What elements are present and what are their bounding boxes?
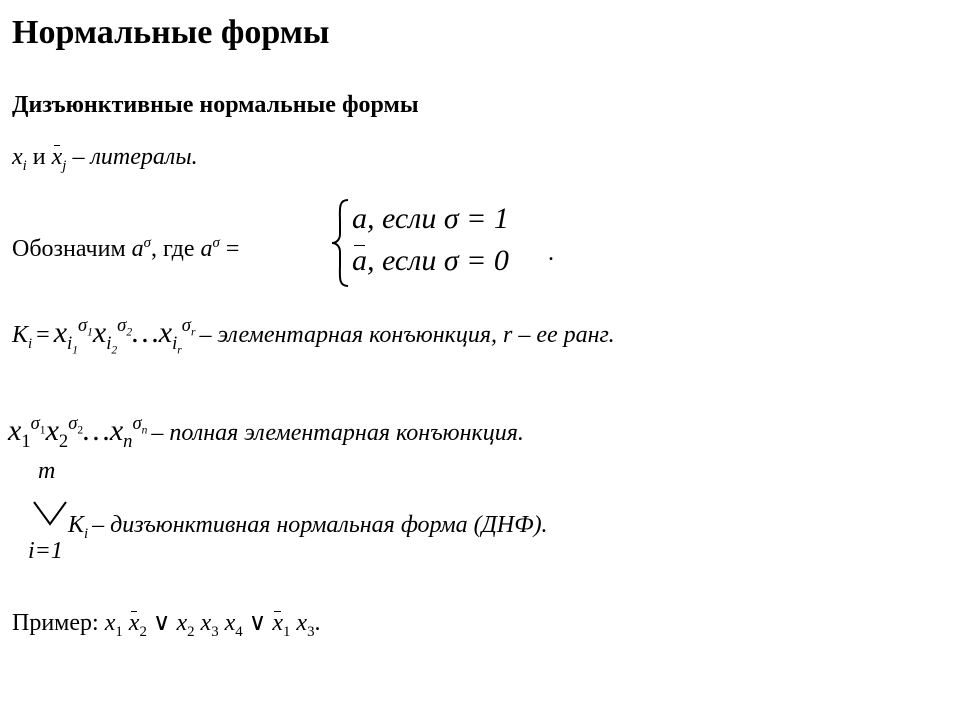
disjunction-upper-limit: m [38,458,56,484]
conjunction-line: $K_i$ = $x_{i_1}^{\sigma_1}x_{i_2}^{\sigma_2}\dots x_{i_r}^{\sigma_r}$ – элементарная конъюнкция, r – ее ранг. [12,315,615,357]
literals-line: $x_i$ и $x_j$ – литералы. [12,144,198,174]
denote-line: Обозначим $a^\sigma$, где $a^\sigma$ = [12,235,240,262]
section-subtitle: Дизъюнктивные нормальные формы [12,92,419,118]
full-conjunction-line: $x_1^{\sigma_1}x_2^{\sigma_2}\dots x_n^{\sigma_n}$ – полная элементарная конъюнкция. [8,413,524,452]
case-sigma-zero: a, если σ = 0 [352,244,509,277]
literals-text: – литералы. [72,144,198,170]
conjunction-text: – элементарная конъюнкция, r – ее ранг. [199,322,615,348]
piecewise-definition [330,198,550,288]
left-brace-icon [330,198,352,288]
equals-sign: = [225,236,240,262]
conj-equals: = [36,322,50,348]
example-line: Пример: $x_1$ $x_2$ ∨ $x_2$ $x_3$ $x_4$ ∨ $x_1$ $x_3$. [12,610,321,640]
disjunction-lower-limit: i=1 [28,538,63,564]
big-disjunction-icon [32,500,68,526]
denote-word: Обозначим [12,236,126,262]
case-sigma-one: a, если σ = 1 [352,202,509,235]
where-word: , где [151,236,195,262]
and-word: и [32,144,46,170]
full-conjunction-text: – полная элементарная конъюнкция. [151,420,524,446]
dnf-text: – дизъюнктивная нормальная форма (ДНФ). [92,512,548,538]
page-title: Нормальные формы [12,14,330,51]
dnf-line: $K_i$ – дизъюнктивная нормальная форма (ДНФ). [68,512,548,542]
denote-dot: . [548,240,554,266]
example-label: Пример: [12,610,99,636]
